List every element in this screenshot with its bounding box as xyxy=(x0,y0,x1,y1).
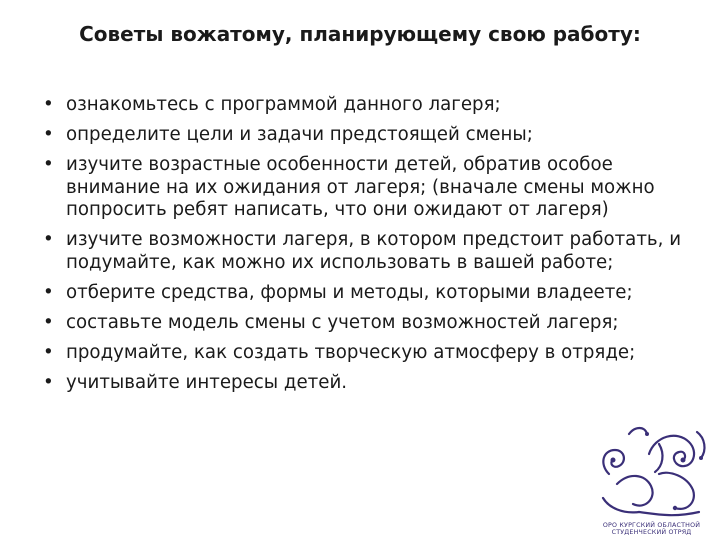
tip-text: составьте модель смены с учетом возможностей лагеря; xyxy=(66,311,619,333)
slide-title: Советы вожатому, планирующему свою работу: xyxy=(79,22,641,46)
tip-text: определите цели и задачи предстоящей смены; xyxy=(66,124,533,145)
tip-item xyxy=(40,229,695,274)
tip-text: изучите возможности лагеря, в котором предстоит работать, и подумайте, как можно их использовать в вашей работе; xyxy=(66,229,682,273)
logo xyxy=(589,414,714,536)
logo-caption-line: СТУДЕНЧЕСКИЙ ОТРЯД xyxy=(611,529,692,536)
bullet-icon: • xyxy=(43,154,54,175)
tip-item xyxy=(40,94,695,117)
bullet-icon: • xyxy=(43,124,54,145)
tip-item xyxy=(40,282,695,305)
tip-item xyxy=(40,372,695,395)
logo-caption xyxy=(589,522,714,536)
tip-text: изучите возрастные особенности детей, обратив особое внимание на их ожидания от лагеря; (вначале смены можно попросить ребят написать, что они ожидают от лагеря) xyxy=(66,154,655,220)
tip-text: учитывайте интересы детей. xyxy=(66,371,348,393)
tip-item xyxy=(40,312,695,335)
logo-caption-line: ОРО КУРГСКИЙ ОБЛАСТНОЙ xyxy=(602,522,701,529)
bullet-icon: • xyxy=(43,281,54,303)
bullet-icon: • xyxy=(43,371,54,393)
bullet-icon: • xyxy=(43,341,54,363)
tip-text: ознакомьтесь с программой данного лагеря; xyxy=(66,94,501,115)
tips-list xyxy=(40,94,695,402)
tip-text: отберите средства, формы и методы, которыми владеете; xyxy=(66,281,633,303)
bullet-icon: • xyxy=(43,94,54,115)
tip-item xyxy=(40,124,695,147)
bullet-icon: • xyxy=(43,311,54,333)
bullet-icon: • xyxy=(43,229,54,250)
tip-item xyxy=(40,154,695,222)
tip-text: продумайте, как создать творческую атмосферу в отряде; xyxy=(66,341,636,363)
ornamental-swirl-emblem-icon xyxy=(589,414,714,522)
tip-item xyxy=(40,342,695,365)
